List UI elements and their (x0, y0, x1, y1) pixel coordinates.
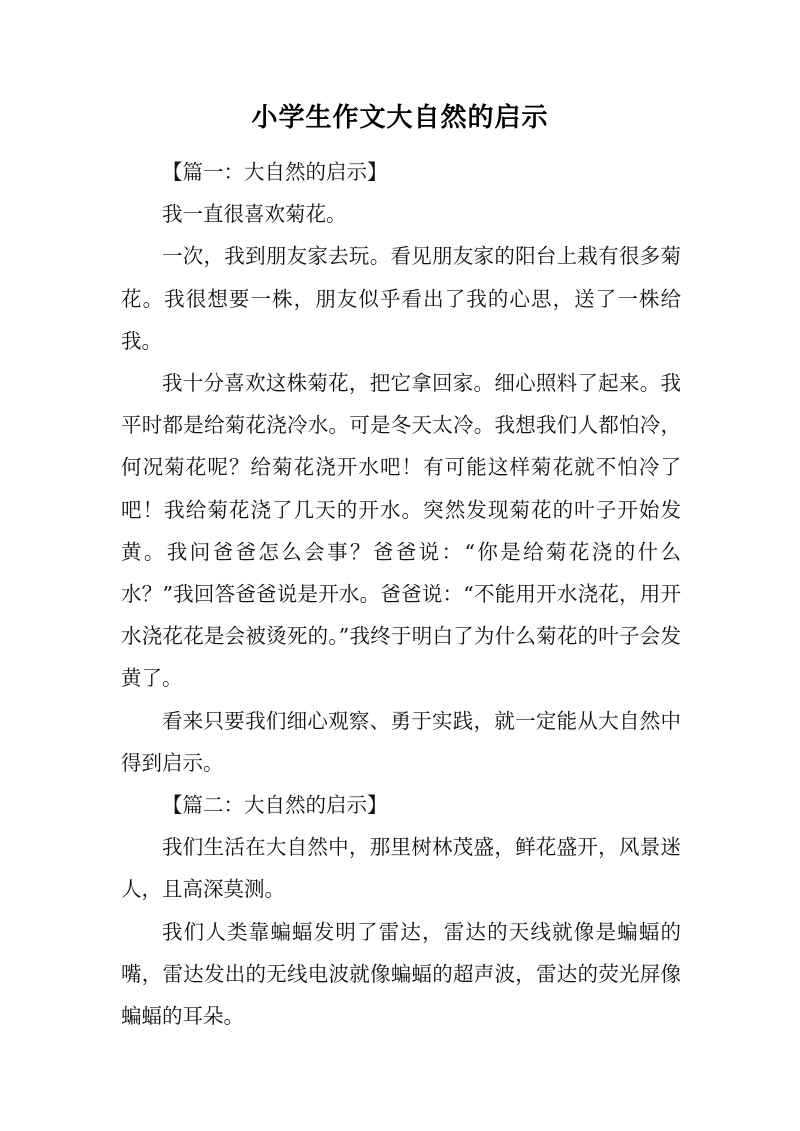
paragraph: 我十分喜欢这株菊花，把它拿回家。细心照料了起来。我平时都是给菊花浇冷水。可是冬天太冷。我想我们人都怕冷，何况菊花呢？给菊花浇开水吧！有可能这样菊花就不怕冷了吧！我给菊花浇了几天的开水。突然发现菊花的叶子开始发黄。我问爸爸怎么会事？爸爸说：“你是给菊花浇的什么水？”我回答爸爸说是开水。爸爸说：“不能用开水浇花，用开水浇花花是会被烫死的。”我终于明白了为什么菊花的叶子会发黄了。 (121, 371, 681, 691)
section-heading-1: 【篇一：大自然的启示】 (162, 160, 388, 184)
paragraph: 一次，我到朋友家去玩。看见朋友家的阳台上栽有很多菊花。我很想要一株，朋友似乎看出了我的心思，送了一株给我。 (121, 244, 681, 353)
paragraph: 看来只要我们细心观察、勇于实践，就一定能从大自然中得到启示。 (121, 708, 681, 775)
document-body (121, 151, 681, 1037)
section-heading-2: 【篇二：大自然的启示】 (162, 793, 388, 818)
paragraph: 我一直很喜欢菊花。 (162, 202, 347, 227)
document-title: 小学生作文大自然的启示 (251, 103, 549, 133)
paragraph: 我们人类靠蝙蝠发明了雷达，雷达的天线就像是蝙蝠的嘴，雷达发出的无线电波就像蝙蝠的超声波，雷达的荧光屏像蝙蝠的耳朵。 (121, 919, 681, 1029)
paragraph: 我们生活在大自然中，那里树林茂盛，鲜花盛开，风景迷人，且高深莫测。 (121, 835, 681, 902)
